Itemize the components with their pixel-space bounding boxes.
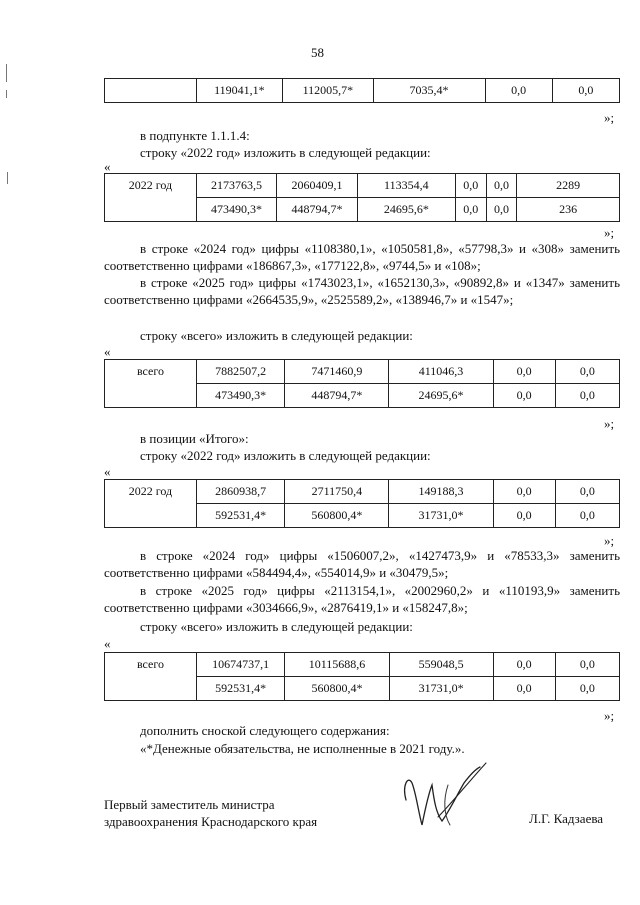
paragraph: строку «2022 год» изложить в следующей редакции: [140, 448, 431, 463]
table-cell: 0,0 [555, 677, 619, 701]
closing-quote: »; [604, 225, 615, 240]
table-cell: 0,0 [455, 198, 486, 222]
table-cell: 149188,3 [389, 480, 493, 504]
handwritten-signature [398, 755, 508, 835]
closing-quote: »; [604, 416, 615, 431]
paragraph: строку «2022 год» изложить в следующей редакции: [140, 145, 431, 160]
table-cell: 0,0 [555, 480, 619, 504]
table-cell: 448794,7* [277, 198, 357, 222]
table-cell: 7035,4* [373, 79, 485, 103]
paragraph: дополнить сноской следующего содержания: [140, 723, 390, 738]
table-cell: 24695,6* [389, 384, 493, 408]
paragraph: строку «всего» изложить в следующей редакции: [140, 328, 413, 343]
table-cell: 119041,1* [196, 79, 282, 103]
table-cell: 10674737,1 [196, 653, 284, 677]
paragraph: в подпункте 1.1.1.4: [140, 128, 250, 143]
signer-title: Первый заместитель министра [104, 797, 275, 812]
paragraph: в строке «2024 год» цифры «1506007,2», «1427473,9» и «78533,3» заменить соответственно цифрами «584494,4», «554014,9» и «30479,5»; [104, 548, 620, 580]
margin-mark [6, 64, 7, 82]
table-2022-year [104, 173, 620, 222]
table-cell: 0,0 [493, 480, 555, 504]
closing-quote: »; [604, 110, 615, 125]
table-cell: 7882507,2 [196, 360, 284, 384]
table-cell: 473490,3* [196, 384, 284, 408]
table-cell: 31731,0* [389, 677, 493, 701]
table-cell: 592531,4* [196, 677, 284, 701]
page-number: 58 [311, 45, 324, 60]
table-cell: 24695,6* [357, 198, 455, 222]
table-cell: 0,0 [555, 360, 619, 384]
table-total [104, 359, 620, 408]
table-cell: 559048,5 [389, 653, 493, 677]
table-cell: 0,0 [455, 174, 486, 198]
table-cell: 2711750,4 [285, 480, 389, 504]
top-table [104, 78, 620, 103]
row-label: 2022 год [105, 174, 197, 222]
table-cell: 0,0 [493, 677, 555, 701]
paragraph: в строке «2025 год» цифры «1743023,1», «1652130,3», «90892,8» и «1347» заменить соответственно цифрами «2664535,9», «2525589,2», «138946,7» и «1547»; [104, 275, 620, 307]
footnote-text: «*Денежные обязательства, не исполненные в 2021 году.». [140, 741, 465, 756]
table-2022-year-total [104, 479, 620, 528]
table-cell: 7471460,9 [285, 360, 389, 384]
table-cell: 0,0 [555, 653, 619, 677]
table-cell: 0,0 [493, 384, 555, 408]
row-label: 2022 год [105, 480, 197, 528]
paragraph: в строке «2025 год» цифры «2113154,1», «2002960,2» и «110193,9» заменить соответственно цифрами «3034666,9», «2876419,1» и «158247,8»; [104, 583, 620, 615]
table-cell: 0,0 [555, 504, 619, 528]
table-cell: 592531,4* [196, 504, 284, 528]
table-cell: 560800,4* [285, 504, 389, 528]
table-cell: 473490,3* [196, 198, 276, 222]
table-cell: 0,0 [486, 174, 517, 198]
table-cell: 448794,7* [285, 384, 389, 408]
paragraph: в строке «2024 год» цифры «1108380,1», «1050581,8», «57798,3» и «308» заменить соответственно цифрами «186867,3», «177122,8», «9744,5» и «108»; [104, 241, 620, 273]
closing-quote: »; [604, 533, 615, 548]
opening-quote: « [104, 464, 111, 479]
signer-name: Л.Г. Кадзаева [529, 811, 604, 826]
table-cell: 2060409,1 [277, 174, 357, 198]
table-cell: 0,0 [493, 360, 555, 384]
table-cell: 0,0 [555, 384, 619, 408]
paragraph: в позиции «Итого»: [140, 431, 249, 446]
table-cell: 0,0 [486, 198, 517, 222]
table-cell: 411046,3 [389, 360, 493, 384]
table-cell: 0,0 [552, 79, 619, 103]
paragraph: строку «всего» изложить в следующей редакции: [140, 619, 413, 634]
table-cell: 560800,4* [285, 677, 389, 701]
closing-quote: »; [604, 708, 615, 723]
table-cell: 0,0 [493, 653, 555, 677]
opening-quote: « [104, 159, 111, 174]
table-cell: 2289 [517, 174, 620, 198]
opening-quote: « [104, 636, 111, 651]
table-cell: 236 [517, 198, 620, 222]
table-cell: 2860938,7 [196, 480, 284, 504]
row-label: всего [105, 653, 197, 701]
table-cell: 31731,0* [389, 504, 493, 528]
row-label: всего [105, 360, 197, 408]
signer-title: здравоохранения Краснодарского края [104, 814, 318, 829]
table-cell: 2173763,5 [196, 174, 276, 198]
table-cell: 10115688,6 [285, 653, 389, 677]
table-total-all [104, 652, 620, 701]
table-cell: 113354,4 [357, 174, 455, 198]
table-cell: 0,0 [493, 504, 555, 528]
table-cell [105, 79, 197, 103]
table-cell: 112005,7* [283, 79, 373, 103]
margin-mark [7, 172, 8, 184]
table-cell: 0,0 [485, 79, 552, 103]
opening-quote: « [104, 344, 111, 359]
margin-mark [6, 90, 7, 98]
